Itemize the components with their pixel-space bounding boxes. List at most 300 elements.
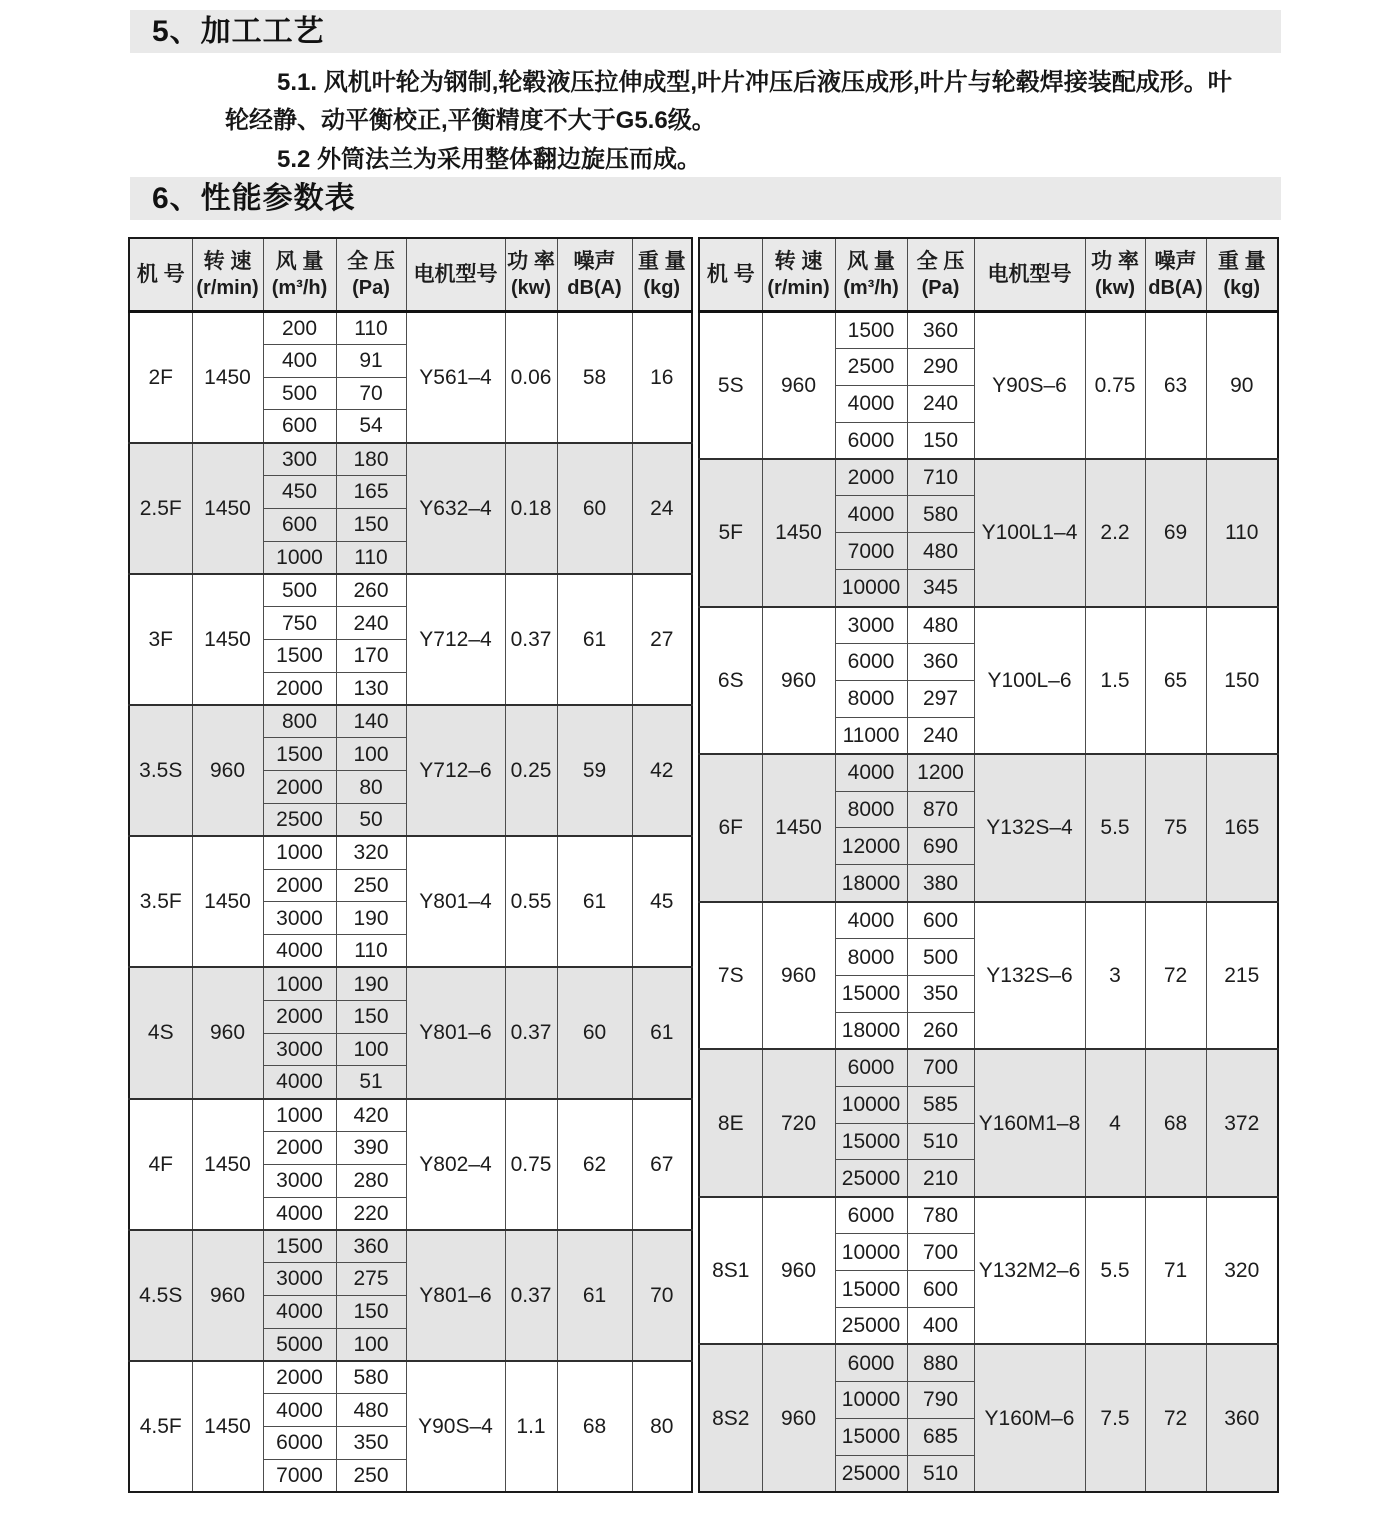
flow-cell: 1000 [263,541,336,574]
weight-cell: 215 [1206,902,1278,1050]
flow-cell: 2000 [263,869,336,902]
model-cell: 5F [699,459,762,607]
flow-cell: 6000 [263,1427,336,1460]
column-header-line1: 机 号 [136,262,185,286]
pressure-cell: 150 [907,422,974,459]
column-header-line1: 噪声 [1154,250,1197,274]
model-cell: 3.5F [129,836,192,967]
pressure-cell: 250 [336,1459,406,1492]
flow-cell: 4000 [835,902,907,939]
column-header-noise [557,238,632,312]
pressure-cell: 350 [336,1427,406,1460]
flow-cell: 1500 [263,738,336,771]
table-row [699,1344,1278,1381]
model-cell: 6F [699,754,762,902]
speed-cell: 1450 [192,1099,263,1230]
table-row [699,459,1278,496]
table-header-row [699,238,1278,312]
pressure-cell: 390 [336,1131,406,1164]
flow-cell: 4000 [835,754,907,791]
speed-cell: 1450 [762,754,835,902]
motor-cell: Y802–4 [406,1099,505,1230]
pressure-cell: 250 [336,869,406,902]
speed-cell: 960 [762,312,835,460]
flow-cell: 2000 [263,672,336,705]
flow-cell: 450 [263,475,336,508]
flow-cell: 25000 [835,1308,907,1345]
flow-cell: 6000 [835,1197,907,1234]
table-row [129,1099,692,1132]
speed-cell: 960 [192,705,263,836]
column-header-speed [192,238,263,312]
speed-cell: 960 [762,1344,835,1492]
flow-cell: 18000 [835,865,907,902]
pressure-cell: 710 [907,459,974,496]
flow-cell: 1500 [263,1230,336,1263]
flow-cell: 10000 [835,1086,907,1123]
pressure-cell: 190 [336,967,406,1000]
column-header-line1: 转 速 [774,250,823,274]
power-cell: 5.5 [1085,754,1145,902]
flow-cell: 500 [263,377,336,410]
pressure-cell: 780 [907,1197,974,1234]
pressure-cell: 1200 [907,754,974,791]
motor-cell: Y160M1–8 [974,1049,1085,1197]
model-cell: 3.5S [129,705,192,836]
speed-cell: 960 [762,902,835,1050]
noise-cell: 61 [557,836,632,967]
speed-cell: 960 [192,1230,263,1361]
column-header-line2: (kg) [1223,276,1261,299]
weight-cell: 90 [1206,312,1278,460]
column-header-line2: (r/min) [767,276,830,299]
pressure-cell: 600 [907,1271,974,1308]
weight-cell: 360 [1206,1344,1278,1492]
section-title-processing: 5、加工工艺 [130,10,1281,53]
flow-cell: 18000 [835,1012,907,1049]
speed-cell: 960 [762,607,835,755]
model-cell: 4F [129,1099,192,1230]
flow-cell: 11000 [835,717,907,754]
pressure-cell: 290 [907,348,974,385]
flow-cell: 2000 [835,459,907,496]
power-cell: 0.37 [505,967,557,1098]
flow-cell: 8000 [835,680,907,717]
power-cell: 3 [1085,902,1145,1050]
table-row [129,967,692,1000]
noise-cell: 75 [1145,754,1206,902]
flow-cell: 25000 [835,1160,907,1197]
column-header-flow [263,238,336,312]
weight-cell: 61 [632,967,692,1098]
speed-cell: 1450 [762,459,835,607]
pressure-cell: 480 [336,1394,406,1427]
motor-cell: Y801–4 [406,836,505,967]
table-row [699,607,1278,644]
pressure-cell: 240 [336,607,406,640]
model-cell: 7S [699,902,762,1050]
pressure-cell: 380 [907,865,974,902]
flow-cell: 1500 [263,639,336,672]
noise-cell: 68 [557,1361,632,1492]
flow-cell: 2500 [835,348,907,385]
pressure-cell: 585 [907,1086,974,1123]
pressure-cell: 580 [907,496,974,533]
pressure-cell: 180 [336,443,406,476]
column-header-line2: (r/min) [196,276,259,299]
flow-cell: 300 [263,443,336,476]
flow-cell: 8000 [835,939,907,976]
flow-cell: 3000 [263,902,336,935]
motor-cell: Y160M–6 [974,1344,1085,1492]
flow-cell: 1000 [263,967,336,1000]
motor-cell: Y90S–4 [406,1361,505,1492]
noise-cell: 60 [557,443,632,574]
column-header-line2: dB(A) [1148,276,1203,299]
speed-cell: 960 [192,967,263,1098]
noise-cell: 61 [557,574,632,705]
column-header-line1: 电机型号 [987,262,1072,286]
weight-cell: 24 [632,443,692,574]
flow-cell: 1000 [263,1099,336,1132]
power-cell: 0.18 [505,443,557,574]
pressure-cell: 150 [336,1295,406,1328]
column-header-power [1085,238,1145,312]
flow-cell: 4000 [263,1066,336,1099]
power-cell: 2.2 [1085,459,1145,607]
pressure-cell: 360 [907,312,974,349]
model-cell: 4.5F [129,1361,192,1492]
noise-cell: 72 [1145,1344,1206,1492]
pressure-cell: 510 [907,1123,974,1160]
column-header-line1: 风 量 [847,250,895,274]
pressure-cell: 880 [907,1344,974,1381]
pressure-cell: 280 [336,1164,406,1197]
pressure-cell: 130 [336,672,406,705]
pressure-cell: 110 [336,541,406,574]
flow-cell: 600 [263,508,336,541]
column-header-line2: (m³/h) [271,276,328,299]
motor-cell: Y801–6 [406,1230,505,1361]
motor-cell: Y132S–4 [974,754,1085,902]
pressure-cell: 345 [907,570,974,607]
section-title-performance-table: 6、性能参数表 [130,177,1281,220]
flow-cell: 6000 [835,644,907,681]
flow-cell: 500 [263,574,336,607]
noise-cell: 59 [557,705,632,836]
column-header-pressure [907,238,974,312]
model-cell: 8S2 [699,1344,762,1492]
table-row [129,1361,692,1394]
power-cell: 0.25 [505,705,557,836]
flow-cell: 8000 [835,791,907,828]
table-row [129,312,692,345]
power-cell: 4 [1085,1049,1145,1197]
column-header-flow [835,238,907,312]
pressure-cell: 400 [907,1308,974,1345]
flow-cell: 2500 [263,803,336,836]
performance-table-left [128,237,693,1493]
motor-cell: Y561–4 [406,312,505,443]
pressure-cell: 700 [907,1049,974,1086]
power-cell: 0.37 [505,574,557,705]
model-cell: 3F [129,574,192,705]
power-cell: 1.5 [1085,607,1145,755]
model-cell: 2.5F [129,443,192,574]
paragraph-5-1-line1: 5.1. 风机叶轮为钢制,轮毂液压拉伸成型,叶片冲压后液压成形,叶片与轮毂焊接装配成形。叶 [277,69,1232,96]
flow-cell: 10000 [835,570,907,607]
column-header-weight [632,238,692,312]
pressure-cell: 580 [336,1361,406,1394]
model-cell: 5S [699,312,762,460]
weight-cell: 150 [1206,607,1278,755]
flow-cell: 2000 [263,771,336,804]
weight-cell: 70 [632,1230,692,1361]
weight-cell: 45 [632,836,692,967]
paragraph-5-2: 5.2 外筒法兰为采用整体翻边旋压而成。 [277,146,702,173]
flow-cell: 6000 [835,1049,907,1086]
motor-cell: Y801–6 [406,967,505,1098]
table-row [129,1230,692,1263]
flow-cell: 4000 [263,1295,336,1328]
flow-cell: 4000 [835,496,907,533]
motor-cell: Y632–4 [406,443,505,574]
column-header-line2: (kg) [643,276,681,299]
pressure-cell: 360 [336,1230,406,1263]
pressure-cell: 360 [907,644,974,681]
weight-cell: 165 [1206,754,1278,902]
flow-cell: 6000 [835,1344,907,1381]
column-header-motor [406,238,505,312]
column-header-line2: (kw) [511,276,551,299]
pressure-cell: 870 [907,791,974,828]
weight-cell: 320 [1206,1197,1278,1345]
model-cell: 8E [699,1049,762,1197]
flow-cell: 3000 [263,1263,336,1296]
weight-cell: 110 [1206,459,1278,607]
column-header-line2: (m³/h) [843,276,899,299]
column-header-line1: 机 号 [706,262,755,286]
pressure-cell: 500 [907,939,974,976]
noise-cell: 65 [1145,607,1206,755]
table-header-row [129,238,692,312]
table-row [699,902,1278,939]
pressure-cell: 260 [907,1012,974,1049]
flow-cell: 15000 [835,1418,907,1455]
column-header-power [505,238,557,312]
pressure-cell: 685 [907,1418,974,1455]
speed-cell: 1450 [192,836,263,967]
weight-cell: 67 [632,1099,692,1230]
table-row [129,443,692,476]
column-header-line1: 全 压 [347,250,395,274]
model-cell: 6S [699,607,762,755]
motor-cell: Y100L1–4 [974,459,1085,607]
pressure-cell: 790 [907,1381,974,1418]
weight-cell: 372 [1206,1049,1278,1197]
motor-cell: Y132S–6 [974,902,1085,1050]
paragraph-5-1-line2: 轮经静、动平衡校正,平衡精度不大于G5.6级。 [225,107,716,134]
weight-cell: 27 [632,574,692,705]
pressure-cell: 110 [336,935,406,968]
flow-cell: 2000 [263,1000,336,1033]
table-row [129,574,692,607]
power-cell: 0.37 [505,1230,557,1361]
pressure-cell: 70 [336,377,406,410]
column-header-line2: dB(A) [567,276,622,299]
speed-cell: 720 [762,1049,835,1197]
flow-cell: 4000 [835,385,907,422]
motor-cell: Y712–4 [406,574,505,705]
pressure-cell: 165 [336,475,406,508]
flow-cell: 7000 [263,1459,336,1492]
column-header-noise [1145,238,1206,312]
flow-cell: 6000 [835,422,907,459]
flow-cell: 2000 [263,1361,336,1394]
noise-cell: 68 [1145,1049,1206,1197]
motor-cell: Y100L–6 [974,607,1085,755]
motor-cell: Y90S–6 [974,312,1085,460]
pressure-cell: 700 [907,1234,974,1271]
flow-cell: 3000 [263,1033,336,1066]
pressure-cell: 50 [336,803,406,836]
weight-cell: 42 [632,705,692,836]
paragraph-5-1 [225,64,1325,140]
flow-cell: 10000 [835,1234,907,1271]
flow-cell: 7000 [835,533,907,570]
pressure-cell: 190 [336,902,406,935]
column-header-line1: 重 量 [1217,250,1266,274]
flow-cell: 15000 [835,1271,907,1308]
pressure-cell: 54 [336,410,406,443]
noise-cell: 72 [1145,902,1206,1050]
pressure-cell: 100 [336,738,406,771]
flow-cell: 3000 [835,607,907,644]
flow-cell: 15000 [835,976,907,1013]
column-header-weight [1206,238,1278,312]
column-header-model [699,238,762,312]
power-cell: 0.06 [505,312,557,443]
processing-paragraphs [225,64,1325,179]
column-header-model [129,238,192,312]
pressure-cell: 350 [907,976,974,1013]
flow-cell: 4000 [263,935,336,968]
flow-cell: 12000 [835,828,907,865]
pressure-cell: 80 [336,771,406,804]
pressure-cell: 600 [907,902,974,939]
column-header-line1: 噪声 [573,250,616,274]
flow-cell: 4000 [263,1197,336,1230]
model-cell: 4S [129,967,192,1098]
flow-cell: 800 [263,705,336,738]
column-header-line1: 全 压 [916,250,965,274]
column-header-line1: 电机型号 [413,262,498,286]
power-cell: 0.55 [505,836,557,967]
flow-cell: 750 [263,607,336,640]
flow-cell: 5000 [263,1328,336,1361]
pressure-cell: 210 [907,1160,974,1197]
table-row [129,705,692,738]
pressure-cell: 150 [336,508,406,541]
power-cell: 7.5 [1085,1344,1145,1492]
speed-cell: 1450 [192,312,263,443]
pressure-cell: 510 [907,1455,974,1492]
column-header-line2: (Pa) [352,276,390,299]
noise-cell: 58 [557,312,632,443]
noise-cell: 63 [1145,312,1206,460]
flow-cell: 25000 [835,1455,907,1492]
weight-cell: 80 [632,1361,692,1492]
table-row [699,312,1278,349]
pressure-cell: 240 [907,717,974,754]
column-header-pressure [336,238,406,312]
pressure-cell: 297 [907,680,974,717]
column-header-line2: (Pa) [921,276,960,299]
column-header-line1: 功 率 [507,250,555,274]
power-cell: 1.1 [505,1361,557,1492]
table-row [699,1197,1278,1234]
pressure-cell: 275 [336,1263,406,1296]
table-row [129,836,692,869]
motor-cell: Y712–6 [406,705,505,836]
pressure-cell: 140 [336,705,406,738]
flow-cell: 400 [263,344,336,377]
pressure-cell: 91 [336,344,406,377]
speed-cell: 1450 [192,574,263,705]
column-header-line2: (kw) [1095,276,1135,299]
table-row [699,1049,1278,1086]
model-cell: 4.5S [129,1230,192,1361]
flow-cell: 2000 [263,1131,336,1164]
speed-cell: 1450 [192,1361,263,1492]
noise-cell: 69 [1145,459,1206,607]
pressure-cell: 170 [336,639,406,672]
weight-cell: 16 [632,312,692,443]
model-cell: 2F [129,312,192,443]
noise-cell: 61 [557,1230,632,1361]
power-cell: 0.75 [1085,312,1145,460]
model-cell: 8S1 [699,1197,762,1345]
pressure-cell: 240 [907,385,974,422]
pressure-cell: 260 [336,574,406,607]
flow-cell: 600 [263,410,336,443]
noise-cell: 71 [1145,1197,1206,1345]
pressure-cell: 220 [336,1197,406,1230]
column-header-line1: 重 量 [637,250,686,274]
performance-table-right [698,237,1279,1493]
pressure-cell: 480 [907,607,974,644]
column-header-line1: 转 速 [203,250,252,274]
motor-cell: Y132M2–6 [974,1197,1085,1345]
flow-cell: 3000 [263,1164,336,1197]
power-cell: 0.75 [505,1099,557,1230]
flow-cell: 15000 [835,1123,907,1160]
column-header-line1: 风 量 [275,250,324,274]
pressure-cell: 420 [336,1099,406,1132]
noise-cell: 60 [557,967,632,1098]
power-cell: 5.5 [1085,1197,1145,1345]
pressure-cell: 480 [907,533,974,570]
flow-cell: 1000 [263,836,336,869]
flow-cell: 10000 [835,1381,907,1418]
table-row [699,754,1278,791]
pressure-cell: 110 [336,312,406,345]
speed-cell: 1450 [192,443,263,574]
pressure-cell: 320 [336,836,406,869]
column-header-motor [974,238,1085,312]
pressure-cell: 51 [336,1066,406,1099]
pressure-cell: 100 [336,1033,406,1066]
